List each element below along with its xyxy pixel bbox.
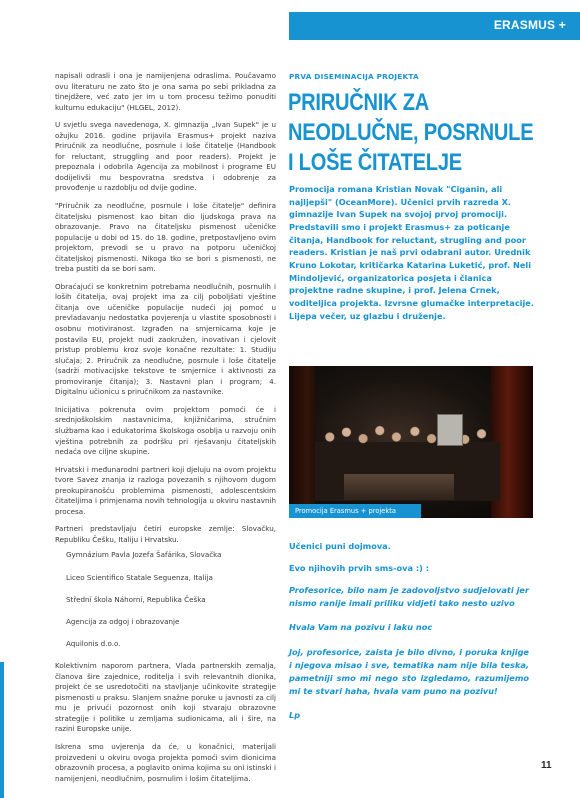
paragraph: U svjetlu svega navedenoga, X. gimnazija „Ivan Supek" je u ožujku 2016. godine prijavila Erasmus+ projekt naziva Priručnik za neodlučne, posrnule i loše čitatelje (Handbook for reluctant, struggling and poor readers). Projekt je prepoznala i odobrila Agencija za mobilnost i programe EU dodijelivši mu bespovratna sredstva i odobrenje za provođenje u razdoblju od dvije godine. [55, 120, 276, 193]
paragraph: Obraćajući se konkretnim potrebama neodlučnih, posrnulih i loših čitatelja, ovaj projekt ima za cilj poboljšati vještine čitanja ove učeničke populacije nudeći joj pomoć u prevladavanju nedostatka povjerenja u vlastite sposobnosti i osobnu motiviranost. Izgrađen na smjernicama koje je postavila EU, projekt nudi zaokružen, inovativan i cjelovit pristup problemu kroz svoje konačne rezultate: 1. Studiju slučaja; 2. Priručnik za neodlučne, posrnule i loše čitatelje (sadrži motivacijske tekstove te smjernice i aktivnosti za promoviranje čitanja); 3. Nastavni plan i program; 4. Digitalnu učionicu s priručnikom za nastavnike. [55, 281, 276, 397]
section-header-bar [289, 12, 580, 40]
paragraph: napisali odrasli i ona je namijenjena odraslima. Poučavamo ovu literaturu ne zato što je ona sama po sebi prikladna za tinejdžere, već zato jer im u tom procesu težimo ponuditi kulturnu edukaciju" (HLGEL, 2012). [55, 71, 276, 112]
article-kicker: PRVA DISEMINACIJA PROJEKTA [289, 72, 419, 81]
partner-item: Gymnázium Pavla Jozefa Šafárika, Slovačka [66, 550, 222, 560]
photo-caption-bar [289, 504, 421, 518]
paragraph: Iskrena smo uvjerenja da će, u konačnici, materijali proizvedeni u okviru ovoga projekta pomoći svim dionicima obrazovnih procesa, a poglavito onima kojima su oni istinski i namijenjeni, neodlučnim, posrnulim i lošim čitateljima. [55, 741, 276, 783]
partners-intro: Partneri predstavljaju četiri europske zemlje: Slovačku, Republiku Češku, Italiju i Hrvatsku. [55, 524, 276, 544]
partner-item: Liceo Scientifico Statale Seguenza, Italija [66, 572, 213, 582]
photo-table [344, 474, 454, 500]
article-title: PRIRUČNIK ZA NEODLUČNE, POSRNULE I LOŠE ČITATELJE [288, 89, 534, 176]
section-label: ERASMUS + [493, 18, 566, 32]
paragraph: Inicijativa pokrenuta ovim projektom pomoći će i srednjoškolskim nastavnicima, knjižničarima, stručnim službama kao i edukatorima školskoga osoblja u razvoju onih vještina potrebnih za podršku pri rješavanju čitateljskih nedaća ove ciljne skupine. [55, 404, 276, 457]
partner-list [55, 550, 276, 649]
paragraph: Kolektivnim naporom partnera, Vlada partnerskih zemalja, članova šire zajednice, roditelja i svih relevantnih dionika, projekt će se usredotočiti na stavljanje učinkovite strategije pismenosti u praksu. Slanjem snažne poruke u javnosti za cilj mu je privući pozornost onih koji stvaraju obrazovne strategije i politike u zemljama sudionicama, ali i šire, na razini Europske unije. [55, 661, 276, 734]
photo-caption: Promocija Erasmus + projekta [295, 507, 396, 515]
page-edge-accent [0, 662, 4, 798]
partner-item: Střední škola Náhorní, Republika Češka [66, 594, 206, 604]
sms-message: Hvala Vam na pozivu i laku noc [289, 622, 433, 633]
sms-message: Joj, profesorice, zaista je bilo divno, i poruka knjige i njegova misao i sve, tematika nam nije bila teska, pametniji smo mi nego sto izgledamo, razumijemo mi te stvari haha, hvala vam puno na pozivu! [289, 646, 529, 697]
impression-text: Učenici puni dojmova. [289, 541, 391, 551]
sms-section [289, 540, 529, 734]
partner-item: Aquilonis d.o.o. [66, 638, 121, 648]
sms-message: Profesorice, bilo nam je zadovoljstvo sudjelovati jer nismo ranije imali priliku vidjeti tako nesto uzivo [289, 585, 529, 609]
event-photo [289, 366, 533, 518]
sms-message: Lp [289, 710, 301, 721]
paragraph: Hrvatski i međunarodni partneri koji djeluju na ovom projektu tvore Savez znanja iz razloga povezanih s njihovom dugom preokupiranošću problemima pismenosti, adolescentskim čitateljima i primjenama novih tehnologija u okviru nastavnih procesa. [55, 464, 276, 516]
partner-item: Agencija za odgoj i obrazovanje [66, 616, 180, 626]
paragraph: "Priručnik za neodlučne, posrnule i loše čitatelje" definira čitateljsku pismenost kao bitan dio ljudskoga prava na obrazovanje. Pravo na čitateljsku pismenost učeničke populacije u dobi od 15. do 18. godine, pretpostavljeno ovim projektom, prevodi se u pravo na potporu učeničkoj čitateljskoj pismenosti. Nikoga tko se bori s pismenosti, ne treba pustiti da se bori sam. [55, 201, 276, 274]
page-number: 11 [541, 760, 552, 771]
photo-poster [437, 414, 463, 446]
photo-curtain-left [289, 366, 315, 518]
left-column [55, 71, 276, 791]
sms-intro: Evo njihovih prvih sms-ova :) : [289, 563, 429, 573]
article-lead: Promocija romana Kristian Novak "Ciganin, ali najljepši" (OceanMore). Učenici prvih razreda X. gimnazije Ivan Supek na svojoj prvoj promociji. Predstavili smo i projekt Erasmus+ za poticanje čitanja, Handbook for reluctant, strugling and poor readers. Kristian je naš prvi odabrani autor. Urednik Kruno Lokotar, kritičarka Katarina Luketić, prof. Neli Mindoljević, organizatorica posjeta i članica projektne radne skupine, i prof. Jelena Crnek, voditeljica projekta. Izvrsne glumačke interpretacije. Lijepa večer, uz glazbu i druženje. [289, 184, 534, 321]
